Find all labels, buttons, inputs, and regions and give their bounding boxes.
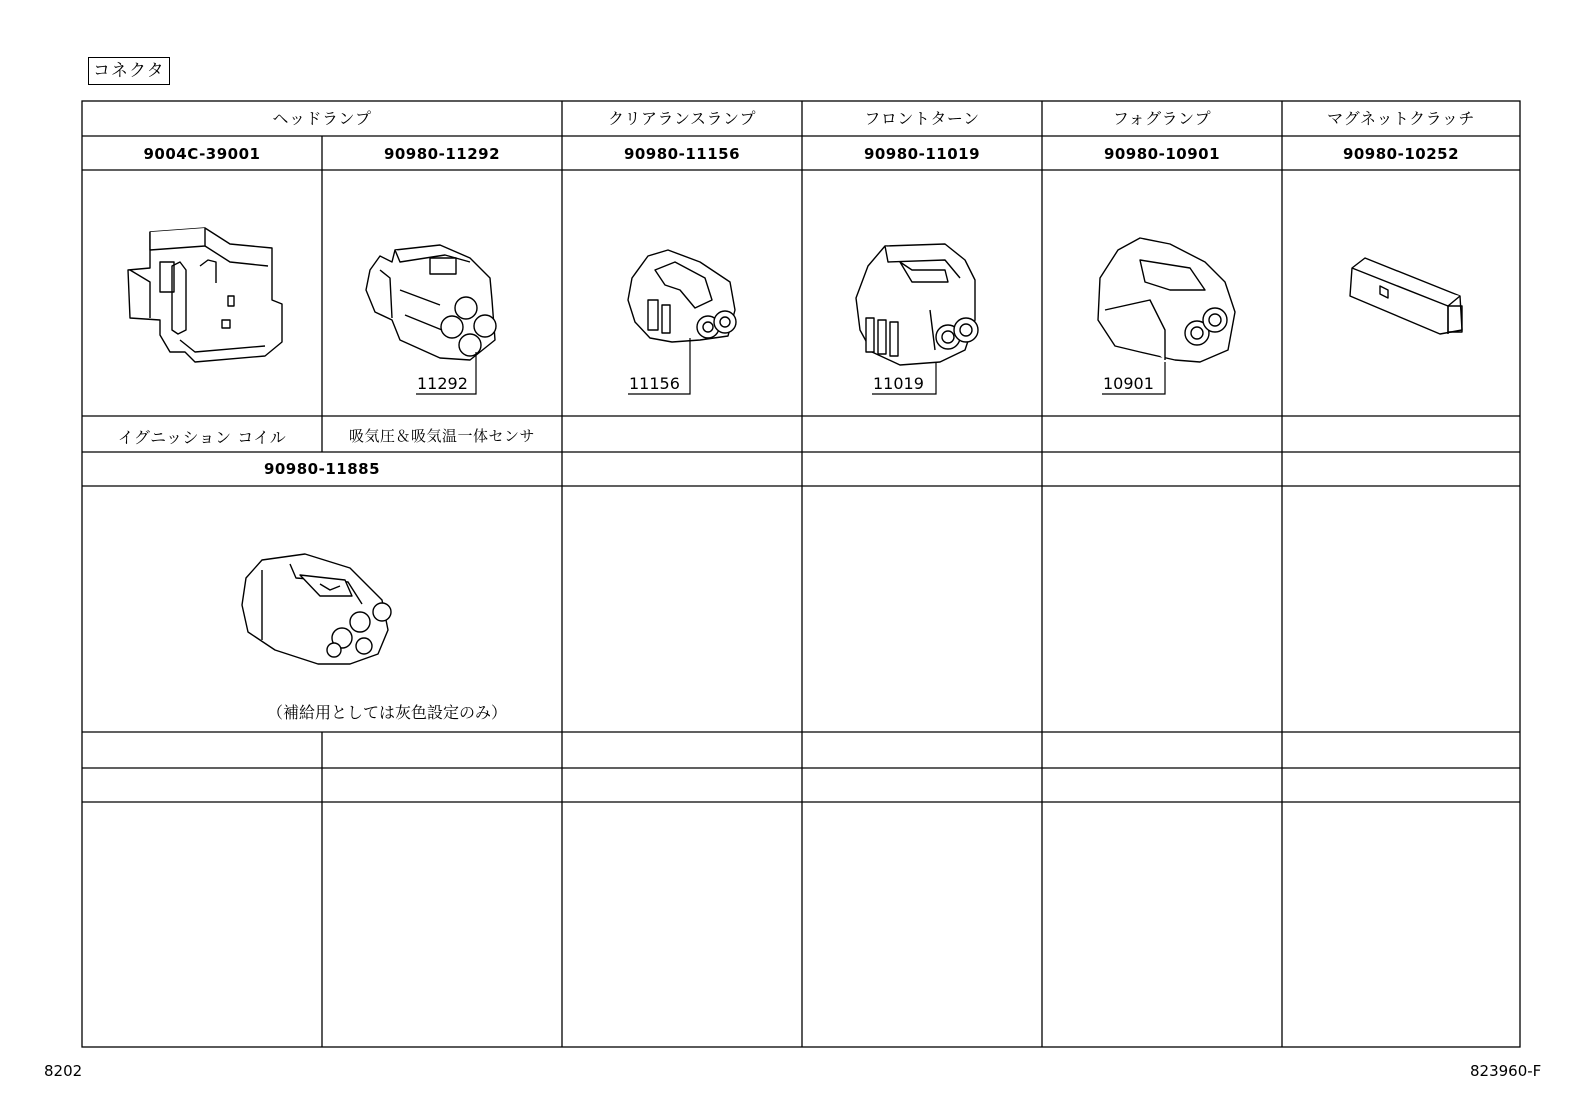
header-intake-sensor: 吸気圧＆吸気温一体センサ <box>348 427 535 445</box>
callout-10901: 10901 <box>1103 374 1154 393</box>
part-number-3: 90980-11156 <box>623 145 741 163</box>
part-number-1: 9004C-39001 <box>143 145 261 163</box>
callout-11019: 11019 <box>873 374 924 393</box>
connector-90980-11292 <box>366 245 496 360</box>
connector-90980-11019 <box>856 244 978 365</box>
connector-90980-11156 <box>628 250 736 342</box>
callout-11292: 11292 <box>417 374 468 393</box>
part-number-2: 90980-11292 <box>383 145 501 163</box>
page-title: コネクタ <box>88 57 170 85</box>
header-fog-lamp: フォグランプ <box>1112 109 1212 128</box>
part-number-4: 90980-11019 <box>863 145 981 163</box>
connector-90980-10252 <box>1350 258 1462 334</box>
header-clearance-lamp: クリアランスランプ <box>607 109 757 128</box>
header-front-turn: フロントターン <box>864 109 980 128</box>
callout-11156: 11156 <box>629 374 680 393</box>
footer-left-code: 8202 <box>44 1062 83 1080</box>
part-number-7: 90980-11885 <box>263 460 381 478</box>
header-headlamp: ヘッドランプ <box>272 109 372 128</box>
header-ignition-coil: イグニッション コイル <box>117 428 287 447</box>
connector-90980-10901 <box>1098 238 1235 362</box>
connector-9004c-39001 <box>128 228 282 362</box>
footer-right-code: 823960-F <box>1470 1062 1542 1080</box>
part-number-6: 90980-10252 <box>1342 145 1460 163</box>
connector-90980-11885 <box>242 554 391 664</box>
header-magnet-clutch: マグネットクラッチ <box>1327 109 1475 128</box>
supply-note: （補給用としては灰色設定のみ） <box>267 703 508 722</box>
part-number-5: 90980-10901 <box>1103 145 1221 163</box>
